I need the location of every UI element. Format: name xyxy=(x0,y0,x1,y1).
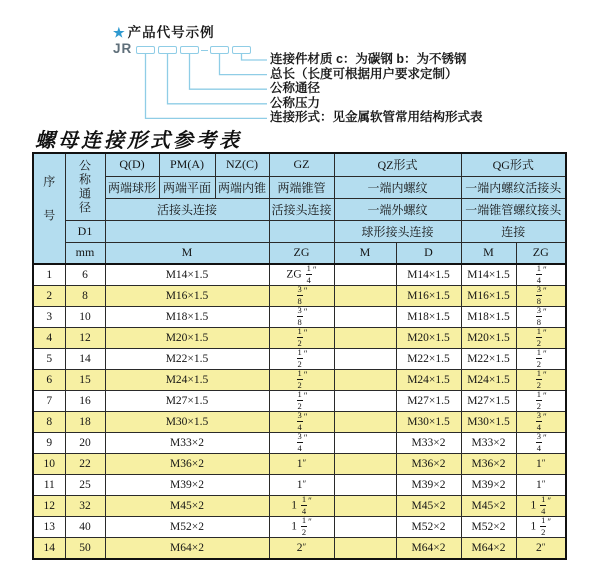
table-cell: 3 xyxy=(33,307,65,328)
header-code-nz: NZ(C) xyxy=(215,153,269,176)
table-cell xyxy=(516,264,566,286)
table-cell: M24×1.5 xyxy=(105,370,269,391)
table-cell: M45×2 xyxy=(396,496,461,517)
table-cell: M20×1.5 xyxy=(396,328,461,349)
label-connection-form: 连接形式：见金属软管常用结构形式表 xyxy=(270,110,483,125)
connector-line-pressure xyxy=(168,54,268,104)
inch-mark: ″ xyxy=(303,328,308,338)
table-cell: M36×2 xyxy=(396,454,461,475)
table-row xyxy=(33,454,566,475)
table-cell xyxy=(516,349,566,370)
table-cell: 13 xyxy=(33,517,65,538)
label-material: 连接件材质 c：为碳钢 b：为不锈钢 xyxy=(270,52,467,66)
table-cell xyxy=(334,370,396,391)
table-row xyxy=(33,412,566,433)
fraction: $\frac{3}{4}$ xyxy=(536,432,541,453)
inch-mark: ″ xyxy=(312,265,317,275)
inch-mark: ″ xyxy=(543,370,547,380)
header-code-q: Q(D) xyxy=(105,153,159,176)
fraction: $\frac{1}{2}$ xyxy=(536,327,541,348)
table-cell: 14 xyxy=(65,349,105,370)
table-cell xyxy=(269,412,334,433)
table-cell: 25 xyxy=(65,475,105,496)
table-cell: M20×1.5 xyxy=(105,328,269,349)
table-cell: M14×1.5 xyxy=(461,264,516,286)
table-cell: 12 xyxy=(65,328,105,349)
table-cell xyxy=(334,349,396,370)
table-cell: 6 xyxy=(65,264,105,286)
table-cell: M64×2 xyxy=(461,538,516,559)
table-cell: M30×1.5 xyxy=(396,412,461,433)
table-cell: M52×2 xyxy=(396,517,461,538)
fraction: $\frac{1}{4}$ xyxy=(536,264,541,285)
table-row xyxy=(33,349,566,370)
header-type-qz: 一端内螺纹 xyxy=(334,176,461,198)
table-cell xyxy=(269,370,334,391)
fraction: $\frac{1}{4}$ xyxy=(541,495,546,516)
table-cell: M22×1.5 xyxy=(461,349,516,370)
header-unit-zg: ZG xyxy=(269,242,334,264)
fraction: $\frac{3}{4}$ xyxy=(297,432,302,453)
header-conn-left: 活接头连接 xyxy=(105,198,269,220)
table-row xyxy=(33,307,566,328)
table-cell: 4 xyxy=(33,328,65,349)
inch-mark: ″ xyxy=(543,391,547,401)
table-cell: M36×2 xyxy=(461,454,516,475)
connector-line-material xyxy=(242,54,268,60)
inch-mark: ″ xyxy=(302,458,307,468)
table-row xyxy=(33,475,566,496)
header-type-pm: 两端平面 xyxy=(159,176,215,198)
header-xuhao: 序号 xyxy=(33,153,65,264)
table-header xyxy=(33,153,566,264)
header-unit-qz-d: D xyxy=(396,242,461,264)
header-mm: mm xyxy=(65,242,105,264)
table-cell: M33×2 xyxy=(461,433,516,454)
table-cell: 11 xyxy=(33,475,65,496)
table-cell xyxy=(334,517,396,538)
header-tongjing: 公称通径 xyxy=(65,153,105,220)
code-segment-box-1 xyxy=(136,46,155,54)
header-code-qg: QG形式 xyxy=(461,153,566,176)
inch-mark: ″ xyxy=(303,412,308,422)
fraction: $\frac{1}{2}$ xyxy=(536,390,541,411)
table-cell: M27×1.5 xyxy=(461,391,516,412)
table-row xyxy=(33,264,566,286)
product-code-title xyxy=(113,21,215,41)
table-cell: M64×2 xyxy=(396,538,461,559)
fraction: $\frac{1}{2}$ xyxy=(536,369,541,390)
fraction: $\frac{3}{8}$ xyxy=(297,306,302,327)
product-code-prefix: JR xyxy=(113,41,133,56)
table-cell: M33×2 xyxy=(396,433,461,454)
table-cell: 18 xyxy=(65,412,105,433)
table-cell: 22 xyxy=(65,454,105,475)
table-cell xyxy=(269,391,334,412)
table-row xyxy=(33,496,566,517)
table-cell: 2 xyxy=(33,286,65,307)
table-cell: 1″ xyxy=(516,454,566,475)
table-cell: 20 xyxy=(65,433,105,454)
fraction: $\frac{1}{2}$ xyxy=(297,348,302,369)
table-cell: 1″ xyxy=(516,475,566,496)
table-cell: M24×1.5 xyxy=(396,370,461,391)
table-cell: M16×1.5 xyxy=(396,286,461,307)
table-cell: 10 xyxy=(65,307,105,328)
table-cell: M18×1.5 xyxy=(461,307,516,328)
star-icon: ★ xyxy=(113,25,126,40)
table-body xyxy=(33,264,566,559)
table-cell: M14×1.5 xyxy=(396,264,461,286)
table-cell: 1″ xyxy=(269,475,334,496)
code-label-list xyxy=(270,52,483,125)
fraction: $\frac{1}{2}$ xyxy=(297,327,302,348)
connector-line-diameter xyxy=(190,54,268,89)
table-cell: M39×2 xyxy=(396,475,461,496)
header-code-gz: GZ xyxy=(269,153,334,176)
table-cell: M52×2 xyxy=(461,517,516,538)
inch-mark: ″ xyxy=(543,265,547,275)
inch-mark: ″ xyxy=(543,433,547,443)
table-cell: M64×2 xyxy=(105,538,269,559)
table-cell xyxy=(334,391,396,412)
table-cell xyxy=(334,328,396,349)
inch-mark: ″ xyxy=(303,286,308,296)
nut-connection-table xyxy=(32,152,567,560)
header-unit-m: M xyxy=(105,242,269,264)
table-cell: 7 xyxy=(33,391,65,412)
header-type-qg: 一端内螺纹活接头 xyxy=(461,176,566,198)
inch-mark: ″ xyxy=(543,412,547,422)
inch-mark: ″ xyxy=(547,496,552,506)
table-cell: 50 xyxy=(65,538,105,559)
table-cell: M24×1.5 xyxy=(461,370,516,391)
header-empty-left xyxy=(105,220,269,242)
table-cell: 1″ xyxy=(269,454,334,475)
fraction: $\frac{3}{4}$ xyxy=(536,411,541,432)
table-cell: 32 xyxy=(65,496,105,517)
table-cell: 1 $\frac{1}{2}$ ″ xyxy=(516,517,566,538)
table-cell: M14×1.5 xyxy=(105,264,269,286)
inch-mark: ″ xyxy=(303,433,308,443)
table-cell: M18×1.5 xyxy=(105,307,269,328)
table-cell: M16×1.5 xyxy=(105,286,269,307)
table-cell: ZG $\frac{1}{4}$ ″ xyxy=(269,264,334,286)
header-type-nz: 两端内锥 xyxy=(215,176,269,198)
fraction: $\frac{1}{2}$ xyxy=(301,516,307,537)
table-cell: M30×1.5 xyxy=(461,412,516,433)
table-cell xyxy=(334,496,396,517)
table-cell xyxy=(334,286,396,307)
inch-mark: ″ xyxy=(541,479,546,489)
header-type-gz: 两端锥管 xyxy=(269,176,334,198)
header-code-pm: PM(A) xyxy=(159,153,215,176)
inch-mark: ″ xyxy=(303,391,308,401)
table-cell: M45×2 xyxy=(461,496,516,517)
table-cell xyxy=(269,286,334,307)
table-cell: 2″ xyxy=(516,538,566,559)
inch-mark: ″ xyxy=(543,349,547,359)
fraction: $\frac{1}{2}$ xyxy=(297,390,302,411)
code-dash xyxy=(201,50,208,52)
table-cell: M33×2 xyxy=(105,433,269,454)
table-cell xyxy=(516,370,566,391)
table-cell: M27×1.5 xyxy=(396,391,461,412)
table-row xyxy=(33,328,566,349)
table-cell: 40 xyxy=(65,517,105,538)
table-row xyxy=(33,538,566,559)
table-cell xyxy=(334,264,396,286)
table-cell: 8 xyxy=(65,286,105,307)
table-cell xyxy=(269,349,334,370)
header-code-qz: QZ形式 xyxy=(334,153,461,176)
table-cell: M30×1.5 xyxy=(105,412,269,433)
table-cell: 2″ xyxy=(269,538,334,559)
header-empty-gz xyxy=(269,220,334,242)
inch-mark: ″ xyxy=(547,517,552,527)
table-cell: M18×1.5 xyxy=(396,307,461,328)
inch-mark: ″ xyxy=(302,541,307,552)
header-conn-qg: 一端锥管螺纹接头 xyxy=(461,198,566,220)
inch-mark: ″ xyxy=(541,541,546,552)
label-nominal-diameter: 公称通径 xyxy=(270,81,321,96)
table-cell xyxy=(334,454,396,475)
inch-mark: ″ xyxy=(303,307,308,317)
table-cell: M20×1.5 xyxy=(461,328,516,349)
header-join-qg: 连接 xyxy=(461,220,566,242)
fraction: $\frac{1}{2}$ xyxy=(536,348,541,369)
table-title: 螺母连接形式参考表 xyxy=(35,128,242,152)
table-cell xyxy=(516,328,566,349)
table-cell xyxy=(516,391,566,412)
connector-line-length xyxy=(220,54,268,75)
header-unit-qg-zg: ZG xyxy=(516,242,566,264)
fraction: $\frac{1}{2}$ xyxy=(297,369,302,390)
table-cell: M39×2 xyxy=(461,475,516,496)
table-cell: M52×2 xyxy=(105,517,269,538)
inch-mark: ″ xyxy=(543,328,547,338)
table-cell xyxy=(269,328,334,349)
product-code-title-text: 产品代号示例 xyxy=(127,25,215,40)
fraction: $\frac{1}{4}$ xyxy=(306,264,311,285)
table-cell xyxy=(516,433,566,454)
code-segment-box-3 xyxy=(180,46,199,54)
table-cell: 1 $\frac{1}{4}$ ″ xyxy=(269,496,334,517)
table-cell xyxy=(516,286,566,307)
inch-mark: ″ xyxy=(308,496,312,506)
table-cell: 1 xyxy=(33,264,65,286)
inch-mark: ″ xyxy=(308,517,312,527)
header-unit-qz-m: M xyxy=(334,242,396,264)
header-d1: D1 xyxy=(65,220,105,242)
table-cell: M45×2 xyxy=(105,496,269,517)
code-segment-box-5 xyxy=(232,46,251,54)
table-cell: M27×1.5 xyxy=(105,391,269,412)
table-cell xyxy=(334,433,396,454)
header-conn-gz: 活接头连接 xyxy=(269,198,334,220)
table-row xyxy=(33,286,566,307)
code-segment-box-4 xyxy=(210,46,229,54)
table-cell: 8 xyxy=(33,412,65,433)
inch-mark: ″ xyxy=(302,479,307,489)
table-row xyxy=(33,517,566,538)
table-cell: 14 xyxy=(33,538,65,559)
label-total-length: 总长（长度可根据用户要求定制） xyxy=(270,66,458,81)
inch-mark: ″ xyxy=(543,286,547,296)
inch-mark: ″ xyxy=(303,370,308,380)
table-cell xyxy=(516,307,566,328)
label-nominal-pressure: 公称压力 xyxy=(270,95,321,110)
table-cell: 15 xyxy=(65,370,105,391)
fraction: $\frac{1}{4}$ xyxy=(301,495,307,516)
fraction: $\frac{3}{4}$ xyxy=(297,411,302,432)
table-cell: 16 xyxy=(65,391,105,412)
code-segment-box-2 xyxy=(158,46,177,54)
table-cell: M22×1.5 xyxy=(105,349,269,370)
connector-line-form xyxy=(146,54,268,118)
inch-mark: ″ xyxy=(543,307,547,317)
table-cell: M39×2 xyxy=(105,475,269,496)
table-row xyxy=(33,391,566,412)
table-cell xyxy=(334,538,396,559)
table-cell: 1 $\frac{1}{4}$ ″ xyxy=(516,496,566,517)
table-cell: M16×1.5 xyxy=(461,286,516,307)
table-cell xyxy=(334,475,396,496)
table-cell: 9 xyxy=(33,433,65,454)
table-cell: M22×1.5 xyxy=(396,349,461,370)
header-conn-qz: 一端外螺纹 xyxy=(334,198,461,220)
table-cell xyxy=(269,433,334,454)
table-cell: 12 xyxy=(33,496,65,517)
table-cell xyxy=(334,412,396,433)
table-cell: M36×2 xyxy=(105,454,269,475)
fraction: $\frac{1}{2}$ xyxy=(541,516,546,537)
inch-mark: ″ xyxy=(303,349,308,359)
table-row xyxy=(33,370,566,391)
inch-mark: ″ xyxy=(541,458,546,468)
header-join-qz: 球形接头连接 xyxy=(334,220,461,242)
table-cell: 5 xyxy=(33,349,65,370)
fraction: $\frac{3}{8}$ xyxy=(297,285,302,306)
header-type-q: 两端球形 xyxy=(105,176,159,198)
table-cell: 10 xyxy=(33,454,65,475)
table-cell xyxy=(334,307,396,328)
table-cell xyxy=(269,307,334,328)
fraction: $\frac{3}{8}$ xyxy=(536,306,541,327)
table-cell: 6 xyxy=(33,370,65,391)
table-cell: 1 $\frac{1}{2}$ ″ xyxy=(269,517,334,538)
header-unit-qg-m: M xyxy=(461,242,516,264)
table-row xyxy=(33,433,566,454)
table-cell xyxy=(516,412,566,433)
fraction: $\frac{3}{8}$ xyxy=(536,285,541,306)
